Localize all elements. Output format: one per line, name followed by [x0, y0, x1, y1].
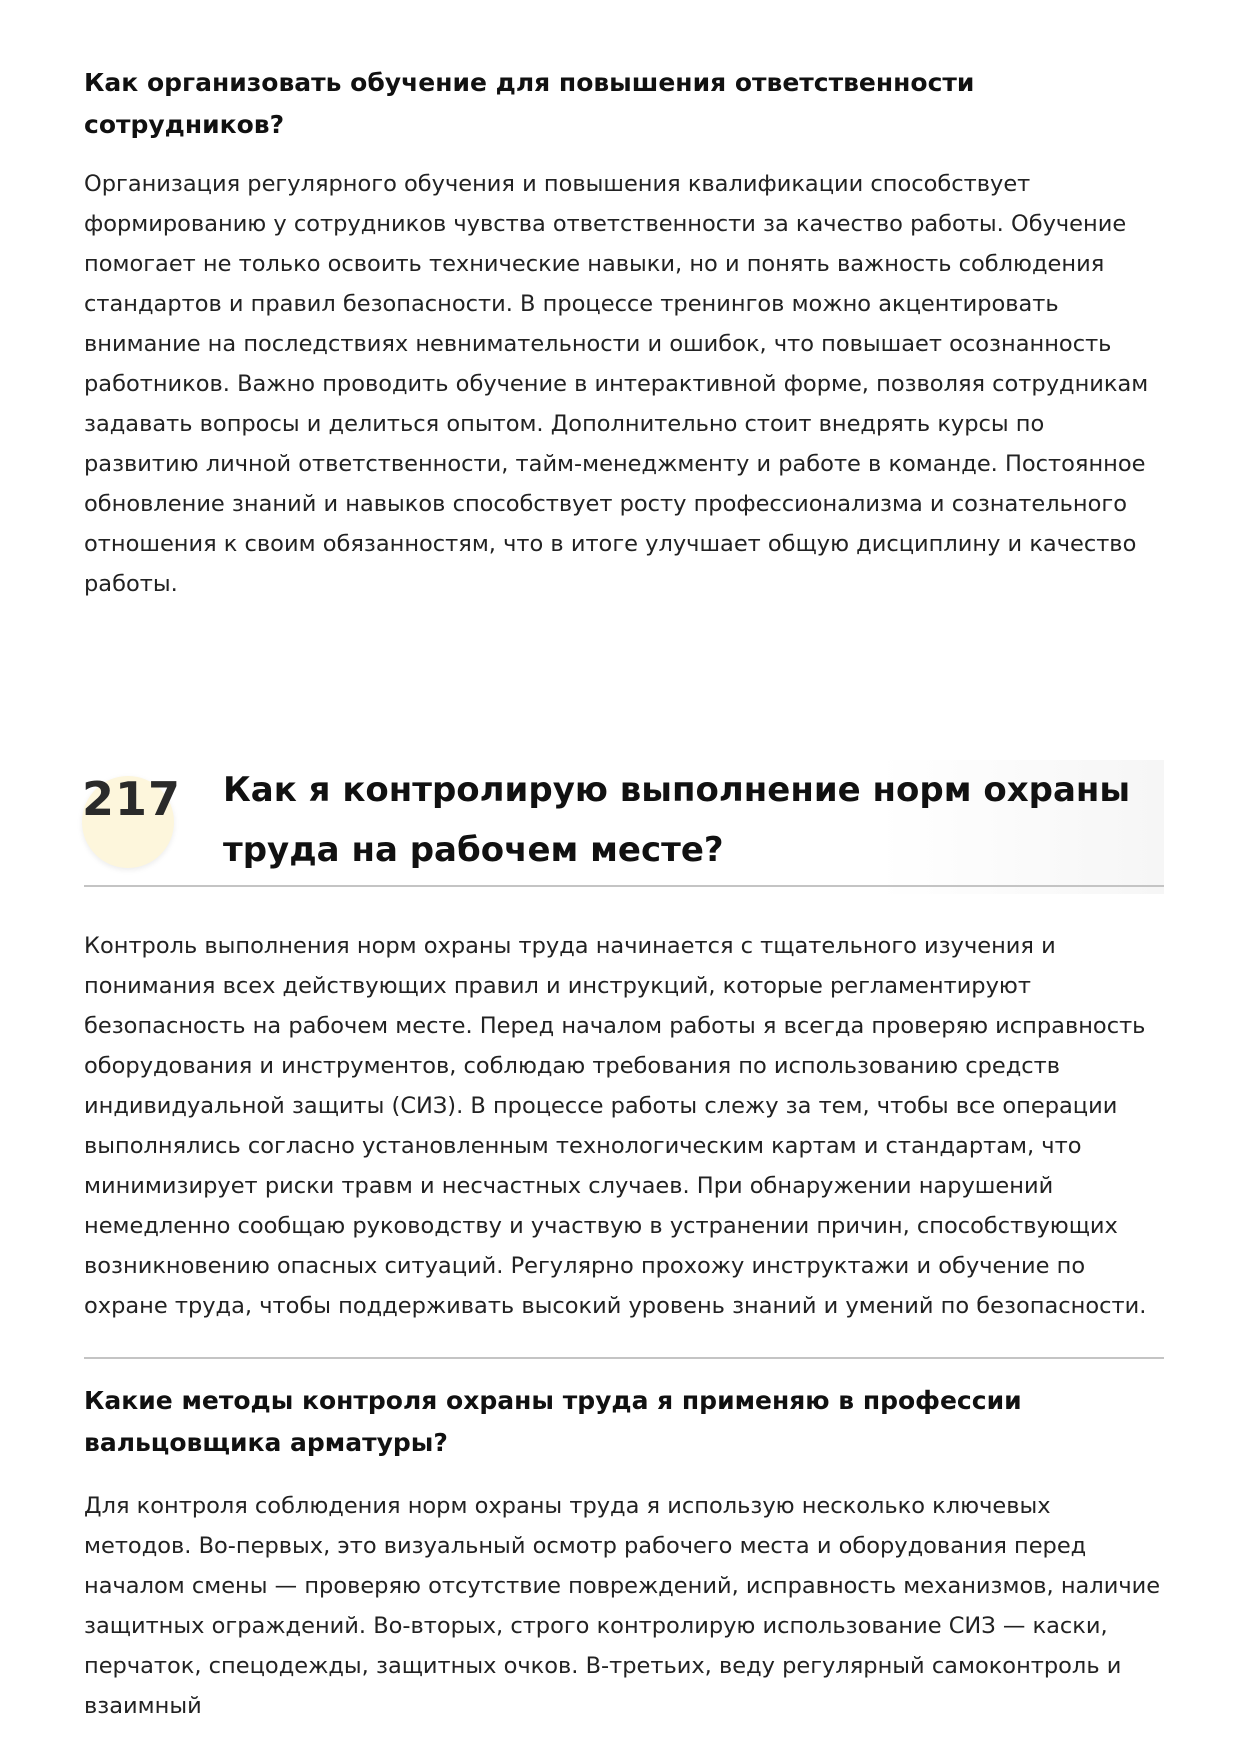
- question-number: 217: [82, 772, 182, 826]
- section-body-training: Организация регулярного обучения и повышения квалификации способствует формированию у сотрудников чувства ответственности за качество работы. Обучение помогает не только освоить технические навыки, но и понять важность соблюдения стандартов и правил безопасности. В процессе тренингов можно акцентировать внимание на последствиях невнимательности и ошибок, что повышает осознанность работников. Важно проводить обучение в интерактивной форме, позволяя сотрудникам задавать вопросы и делиться опытом. Дополнительно стоит внедрять курсы по развитию личной ответственности, тайм-менеджменту и работе в команде. Постоянное обновление знаний и навыков способствует росту профессионализма и сознательного отношения к своим обязанностям, что в итоге улучшает общую дисциплину и качество работы.: [84, 171, 1149, 597]
- question-divider-bottom: [84, 1357, 1164, 1359]
- section-heading-training: Как организовать обучение для повышения ответственности сотрудников?: [84, 68, 975, 139]
- question-divider-top: [84, 885, 1164, 887]
- question-header: [84, 760, 1164, 896]
- section-heading-methods: Какие методы контроля охраны труда я применяю в профессии вальцовщика арматуры?: [84, 1386, 1022, 1457]
- section-body-methods: Для контроля соблюдения норм охраны труда я использую несколько ключевых методов. Во-первых, это визуальный осмотр рабочего места и оборудования перед началом смены — проверяю отсутствие повреждений, исправность механизмов, наличие защитных ограждений. Во-вторых, строго контролирую использование СИЗ — каски, перчаток, спецодежды, защитных очков. В-третьих, веду регулярный самоконтроль и взаимный: [84, 1493, 1161, 1719]
- question-answer: Контроль выполнения норм охраны труда начинается с тщательного изучения и понимания всех действующих правил и инструкций, которые регламентируют безопасность на рабочем месте. Перед началом работы я всегда проверяю исправность оборудования и инструментов, соблюдаю требования по использованию средств индивидуальной защиты (СИЗ). В процессе работы слежу за тем, чтобы все операции выполнялись согласно установленным технологическим картам и стандартам, что минимизирует риски травм и несчастных случаев. При обнаружении нарушений немедленно сообщаю руководству и участвую в устранении причин, способствующих возникновению опасных ситуаций. Регулярно прохожу инструктажи и обучение по охране труда, чтобы поддерживать высокий уровень знаний и умений по безопасности.: [84, 933, 1147, 1319]
- question-title: Как я контролирую выполнение норм охраны труда на рабочем месте?: [223, 770, 1131, 870]
